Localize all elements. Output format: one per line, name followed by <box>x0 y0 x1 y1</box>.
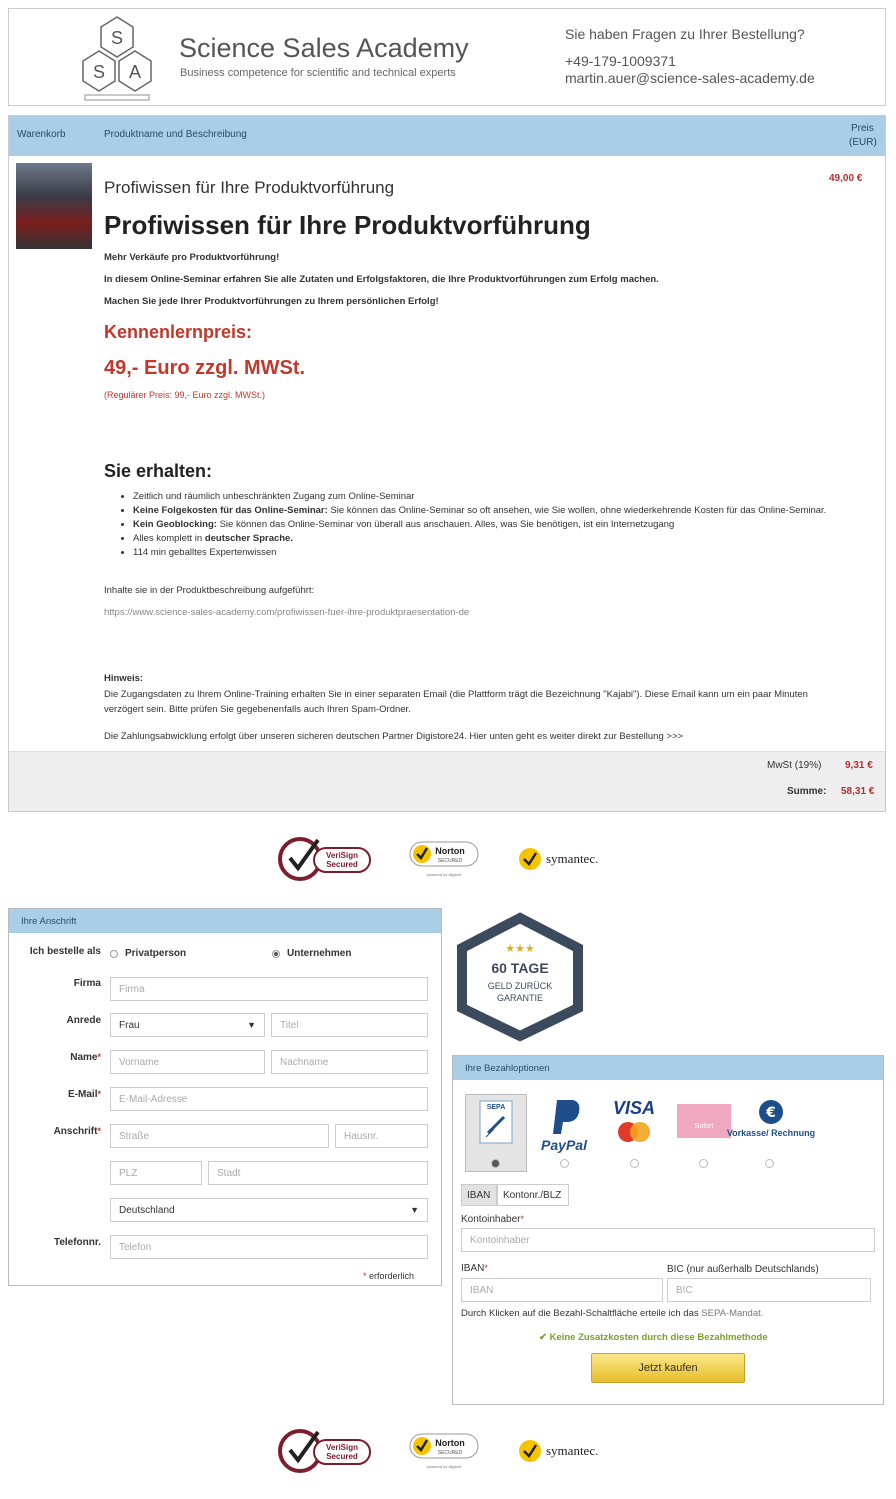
anrede-select[interactable]: Frau ▼ <box>110 1013 265 1037</box>
radio-prepayment[interactable] <box>765 1159 774 1168</box>
radio-paypal[interactable] <box>560 1159 569 1168</box>
vorname-input[interactable]: Vorname <box>110 1050 265 1074</box>
svg-text:VISA: VISA <box>612 1098 656 1118</box>
euro-icon <box>726 1096 816 1160</box>
symantec-text: symantec. <box>546 1443 599 1458</box>
svg-text:Sofort: Sofort <box>694 1123 714 1130</box>
norton-text: SECURED <box>437 1450 463 1456</box>
payment-panel <box>452 1055 884 1405</box>
benefit-item: • Kein Geoblocking: Sie können das Online-Seminar von überall aus anschauen. Alles, was Sie benötigen, ist ein Internetzugang <box>133 518 839 532</box>
no-extra-cost-note: ✔ Keine Zusatzkosten durch diese Bezahlmethode <box>539 1332 768 1343</box>
sepa-icon <box>466 1095 526 1155</box>
required-note: * erforderlich <box>363 1271 415 1281</box>
brand-tagline: Business competence for scientific and technical experts <box>180 67 456 79</box>
radio-sofort[interactable] <box>699 1159 708 1168</box>
nachname-input[interactable]: Nachname <box>271 1050 428 1074</box>
norton-text: Norton <box>435 1438 465 1448</box>
product-price: 49,00 € <box>829 173 863 184</box>
vat-value: 9,31 € <box>845 760 873 771</box>
tab-account-number[interactable]: Kontonr./BLZ <box>497 1184 569 1206</box>
payment-title: Ihre Bezahloptionen <box>453 1056 883 1080</box>
trust-badges <box>278 1426 618 1476</box>
verisign-text: VeriSign <box>325 1443 359 1452</box>
content-note: Inhalte sie in der Produktbeschreibung aufgeführt: <box>104 585 315 596</box>
contact-question: Sie haben Fragen zu Ihrer Bestellung? <box>565 26 805 42</box>
chevron-down-icon: ▼ <box>247 1020 256 1030</box>
verisign-text: VeriSign <box>325 851 359 860</box>
sepa-mandate-link[interactable]: SEPA-Mandat. <box>701 1308 764 1319</box>
intro-price: 49,- Euro zzgl. MWSt. <box>104 357 306 379</box>
norton-badge <box>408 1428 480 1472</box>
guarantee-line: GARANTIE <box>496 993 544 1003</box>
cart-header <box>9 116 885 156</box>
desc-line: Mehr Verkäufe pro Produktvorführung! <box>104 252 280 263</box>
email-input[interactable]: E-Mail-Adresse <box>110 1087 428 1111</box>
contact-email[interactable]: martin.auer@science-sales-academy.de <box>565 70 815 86</box>
col-currency: (EUR) <box>849 137 877 148</box>
sum-value: 58,31 € <box>841 786 875 797</box>
site-header <box>8 8 886 106</box>
bic-label: BIC (nur außerhalb Deutschlands) <box>667 1264 819 1275</box>
firma-label: Firma <box>73 978 101 989</box>
buy-now-button[interactable]: Jetzt kaufen <box>591 1353 745 1383</box>
tab-iban[interactable]: IBAN <box>461 1184 497 1206</box>
norton-text: powered by digicert <box>426 872 462 877</box>
housenr-input[interactable]: Hausnr. <box>335 1124 428 1148</box>
email-label: E-Mail* <box>68 1089 101 1100</box>
regular-price: (Regulärer Preis: 99,- Euro zzgl. MWSt.) <box>104 390 266 400</box>
tel-input[interactable]: Telefon <box>110 1235 428 1259</box>
chevron-down-icon: ▼ <box>410 1205 419 1215</box>
col-basket: Warenkorb <box>17 129 66 140</box>
benefit-list <box>119 490 839 560</box>
guarantee-line: GELD ZURÜCK <box>487 981 553 991</box>
receive-title: Sie erhalten: <box>104 461 213 481</box>
shopping-cart <box>8 115 886 812</box>
trust-badges <box>278 834 618 884</box>
desc-line: In diesem Online-Seminar erfahren Sie alle Zutaten und Erfolgsfaktoren, die Ihre Produktvorführungen zum Erfolg machen. <box>104 274 659 285</box>
sofort-icon <box>673 1096 735 1156</box>
star-icon: ★★★ <box>505 942 535 955</box>
product-subtitle: Profiwissen für Ihre Produktvorführung <box>104 178 395 197</box>
col-price: Preis <box>851 123 874 134</box>
benefit-item: • Alles komplett in deutscher Sprache. <box>133 532 839 546</box>
address-form <box>8 908 442 1286</box>
norton-text: Norton <box>435 846 465 856</box>
symantec-logo <box>518 844 618 874</box>
brand-name: Science Sales Academy <box>179 33 469 63</box>
money-back-guarantee-badge <box>450 912 590 1040</box>
radio-sepa[interactable] <box>491 1159 500 1168</box>
address-form-title: Ihre Anschrift <box>9 909 441 933</box>
sum-label: Summe: <box>787 786 827 797</box>
anrede-label: Anrede <box>66 1015 101 1026</box>
verisign-text: Secured <box>326 1452 358 1461</box>
norton-badge <box>408 836 480 880</box>
payment-info: Die Zahlungsabwicklung erfolgt über unseren sicheren deutschen Partner Digistore24. Hier unten geht es weiter direkt zur Bestellung >>> <box>104 731 684 742</box>
product-link[interactable]: https://www.science-sales-academy.com/profiwissen-fuer-ihre-produktpraesentation-de <box>104 607 470 618</box>
iban-input[interactable]: IBAN <box>461 1278 663 1302</box>
notice-text: Die Zugangsdaten zu Ihrem Online-Training erhalten Sie in einer separaten Email (die Plattform trägt die Bezeichnung "Kajabi"). Diese Email kann um ein paar Minuten verzögert sein. Bitte prüfen Sie gegebenenfalls auch Ihren Spam-Ordner. <box>104 689 808 715</box>
anschrift-label: Anschrift* <box>53 1126 101 1137</box>
intro-price-label: Kennenlernpreis: <box>104 322 253 342</box>
bic-input[interactable]: BIC <box>667 1278 871 1302</box>
zip-input[interactable]: PLZ <box>110 1161 202 1185</box>
svg-text:PayPal: PayPal <box>541 1137 587 1153</box>
radio-visa[interactable] <box>630 1159 639 1168</box>
desc-line: Machen Sie jede Ihrer Produktvorführungen zu Ihrem persönlichen Erfolg! <box>104 296 439 307</box>
radio-private-label[interactable]: Privatperson <box>125 948 187 959</box>
visa-icon <box>603 1096 665 1156</box>
product-title: Profiwissen für Ihre Produktvorführung <box>104 210 591 240</box>
norton-text: SECURED <box>437 858 463 864</box>
radio-private[interactable] <box>110 950 118 958</box>
street-input[interactable]: Straße <box>110 1124 329 1148</box>
notice-title: Hinweis: <box>104 673 144 684</box>
logo-letter: S <box>92 62 106 82</box>
symantec-text: symantec. <box>546 851 599 866</box>
verisign-text: Secured <box>326 860 358 869</box>
svg-text:SEPA: SEPA <box>486 1104 506 1111</box>
symantec-logo <box>518 1436 618 1466</box>
benefit-item: • Keine Folgekosten für das Online-Seminar: Sie können das Online-Seminar so oft ansehen, wie Sie wollen, ohne wiederkehrende Kosten für das Online-Seminar. <box>133 504 839 518</box>
benefit-item: • 114 min geballtes Expertenwissen <box>133 546 839 560</box>
country-select[interactable]: Deutschland ▼ <box>110 1198 428 1222</box>
order-as-label: Ich bestelle als <box>29 946 101 957</box>
verisign-badge <box>278 834 374 884</box>
firma-input[interactable]: Firma <box>110 977 428 1001</box>
titel-input[interactable]: Titel <box>271 1013 428 1037</box>
product-image <box>16 163 92 249</box>
name-label: Name* <box>70 1052 101 1063</box>
paypal-icon <box>533 1096 595 1156</box>
logo-letter: S <box>110 28 124 48</box>
sepa-mandate-note: Durch Klicken auf die Bezahl-Schaltfläche erteile ich das SEPA-Mandat. <box>461 1308 764 1319</box>
verisign-badge <box>278 1426 374 1476</box>
benefit-item: • Zeitlich und räumlich unbeschränkten Zugang zum Online-Seminar <box>133 490 839 504</box>
holder-label: Kontoinhaber* <box>461 1214 525 1225</box>
tel-label: Telefonnr. <box>53 1237 101 1248</box>
contact-phone[interactable]: +49-179-1009371 <box>565 53 676 69</box>
holder-input[interactable]: Kontoinhaber <box>461 1228 875 1252</box>
radio-company-label[interactable]: Unternehmen <box>287 948 352 959</box>
vat-label: MwSt (19%) <box>767 760 822 771</box>
svg-text:Vorkasse/ Rechnung: Vorkasse/ Rechnung <box>726 1128 816 1138</box>
iban-label: IBAN* <box>461 1263 488 1274</box>
svg-text:€: € <box>766 1105 776 1121</box>
city-input[interactable]: Stadt <box>208 1161 428 1185</box>
norton-text: powered by digicert <box>426 1464 462 1469</box>
logo[interactable] <box>71 13 163 105</box>
radio-company[interactable] <box>272 950 280 958</box>
cart-totals <box>9 751 885 811</box>
logo-letter: A <box>128 62 142 82</box>
col-product: Produktname und Beschreibung <box>104 129 247 140</box>
guarantee-days: 60 TAGE <box>491 960 549 976</box>
